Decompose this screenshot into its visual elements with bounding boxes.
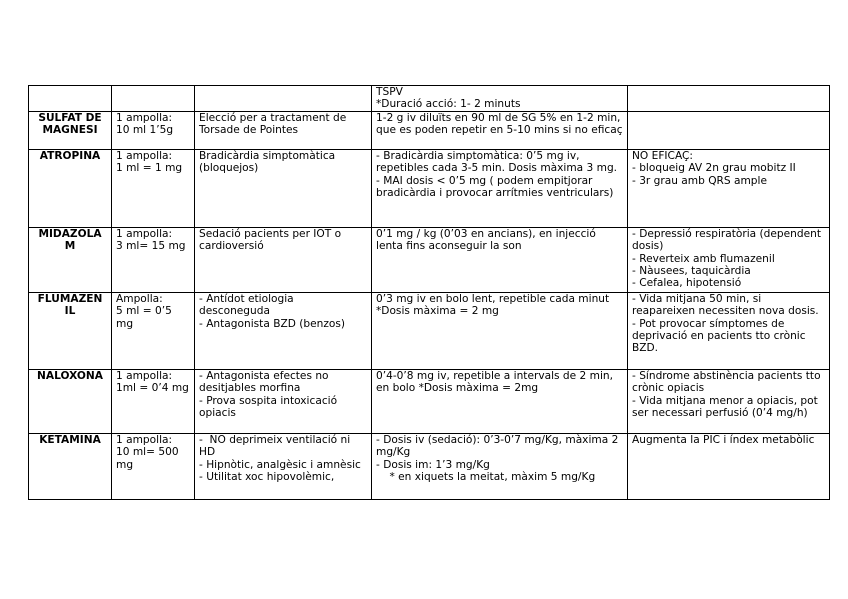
indication-cell-line: - Utilitat xoc hipovolèmic, [199, 470, 335, 483]
drug-name: FLUMAZEN IL [29, 293, 112, 370]
notes-cell-line: Augmenta la PIC i índex metabòlic [632, 434, 815, 446]
notes-cell [628, 228, 830, 293]
table-row [29, 370, 830, 434]
dose-cell-line: 0’3 mg iv en bolo lent, repetible cada minut [376, 293, 610, 305]
presentation-cell [112, 112, 195, 150]
drug-name: ATROPINA [29, 150, 112, 228]
table-row [29, 293, 830, 370]
drug-name: SULFAT DE MAGNESI [29, 112, 112, 150]
dose-cell-line: TSPV [376, 86, 403, 98]
dose-cell-line: 0’4-0’8 mg iv, repetible a intervals de 2 min, en bolo *Dosis màxima = 2mg [376, 370, 617, 395]
presentation-cell-line: Ampolla: [116, 293, 163, 305]
indication-cell [195, 434, 372, 500]
dose-cell [372, 293, 628, 370]
presentation-cell-line: 1ml = 0’4 mg [116, 382, 189, 395]
presentation-cell-line: 1 ampolla: [116, 228, 173, 240]
indication-cell-line: Bradicàrdia simptomàtica (bloquejos) [199, 150, 339, 175]
notes-cell-line: - Nàusees, taquicàrdia [632, 264, 751, 277]
notes-cell-line: - Reverteix amb flumazenil [632, 252, 775, 265]
presentation-cell [112, 293, 195, 370]
notes-cell-line: - Depressió respiratòria (dependent dosis) [632, 228, 825, 253]
indication-cell [195, 293, 372, 370]
presentation-cell-line: 5 ml = 0’5 mg [116, 305, 176, 330]
notes-cell-line: - 3r grau amb QRS ample [632, 174, 767, 187]
notes-cell-line: - Pot provocar símptomes de deprivació en pacients tto crònic BZD. [632, 317, 809, 355]
indication-cell [195, 370, 372, 434]
dose-cell [372, 86, 628, 112]
notes-cell [628, 434, 830, 500]
dose-cell-line: - Dosis im: 1’3 mg/Kg [376, 458, 490, 471]
drug-name: KETAMINA [29, 434, 112, 500]
indication-cell-line: - Hipnòtic, analgèsic i amnèsic [199, 458, 361, 471]
presentation-cell [112, 434, 195, 500]
dose-cell [372, 150, 628, 228]
drug-table-body [29, 86, 830, 500]
notes-cell [628, 370, 830, 434]
presentation-cell-line: 3 ml= 15 mg [116, 240, 186, 253]
notes-cell [628, 150, 830, 228]
dose-cell-line: 0’1 mg / kg (0’03 en ancians), en injecció lenta fins aconseguir la son [376, 228, 600, 253]
presentation-cell [112, 228, 195, 293]
indication-cell-line: Sedació pacients per IOT o cardioversió [199, 228, 345, 253]
dose-cell-line: - MAI dosis < 0’5 mg ( podem empitjorar bradicàrdia i provocar arrítmies ventriculars) [376, 174, 614, 199]
drug-name: MIDAZOLA M [29, 228, 112, 293]
drug-table [28, 85, 830, 500]
indication-cell [195, 86, 372, 112]
indication-cell [195, 228, 372, 293]
indication-cell [195, 112, 372, 150]
notes-cell [628, 293, 830, 370]
table-row [29, 434, 830, 500]
presentation-cell-line: 1 ampolla: [116, 150, 173, 162]
notes-cell-line: - Vida mitjana menor a opiacis, pot ser necessari perfusió (0’4 mg/h) [632, 394, 822, 419]
table-row [29, 86, 830, 112]
dose-cell [372, 228, 628, 293]
notes-cell [628, 86, 830, 112]
notes-cell-line: NO EFICAÇ: [632, 150, 693, 162]
indication-cell-line: Elecció per a tractament de Torsade de Pointes [199, 112, 350, 137]
presentation-cell-line: 1 ampolla: [116, 370, 173, 382]
dose-cell-line: 1-2 g iv diluïts en 90 ml de SG 5% en 1-2 min, que es poden repetir en 5-10 mins si no eficaç [376, 112, 624, 137]
indication-cell-line: - Prova sospita intoxicació opiacis [199, 394, 341, 419]
presentation-cell [112, 370, 195, 434]
drug-name: NALOXONA [29, 370, 112, 434]
table-row [29, 150, 830, 228]
table-row [29, 228, 830, 293]
dose-cell-line: - Bradicàrdia simptomàtica: 0’5 mg iv, repetibles cada 3-5 min. Dosis màxima 3 mg. [376, 150, 618, 175]
notes-cell [628, 112, 830, 150]
dose-cell-line: *Duració acció: 1- 2 minuts [376, 98, 521, 111]
presentation-cell-line: 1 ampolla: [116, 112, 173, 124]
indication-cell [195, 150, 372, 228]
notes-cell-line: - Vida mitjana 50 min, si reapareixen necessiten nova dosis. [632, 293, 819, 318]
dose-cell-line: - Dosis iv (sedació): 0’3-0’7 mg/Kg, màxima 2 mg/Kg [376, 434, 622, 459]
table-row [29, 112, 830, 150]
indication-cell-line: - Antagonista efectes no desitjables morfina [199, 370, 332, 395]
presentation-cell [112, 86, 195, 112]
presentation-cell-line: 1 ml = 1 mg [116, 162, 183, 175]
indication-cell-line: - Antídot etiologia desconeguda [199, 293, 298, 318]
presentation-cell-line: 10 ml 1’5g [116, 124, 174, 137]
dose-cell-line: *Dosis màxima = 2 mg [376, 305, 499, 318]
notes-cell-line: - Síndrome abstinència pacients tto crònic opiacis [632, 370, 824, 395]
presentation-cell [112, 150, 195, 228]
presentation-cell-line: 1 ampolla: [116, 434, 173, 446]
indication-cell-line: - NO deprimeix ventilació ni HD [199, 434, 354, 459]
dose-cell-line: * en xiquets la meitat, màxim 5 mg/Kg [376, 470, 596, 483]
dose-cell [372, 434, 628, 500]
dose-cell [372, 112, 628, 150]
notes-cell-line: - bloqueig AV 2n grau mobitz II [632, 162, 796, 175]
notes-cell-line: - Cefalea, hipotensió [632, 277, 742, 290]
indication-cell-line: - Antagonista BZD (benzos) [199, 317, 346, 330]
presentation-cell-line: 10 ml= 500 mg [116, 446, 182, 471]
dose-cell [372, 370, 628, 434]
drug-name [29, 86, 112, 112]
